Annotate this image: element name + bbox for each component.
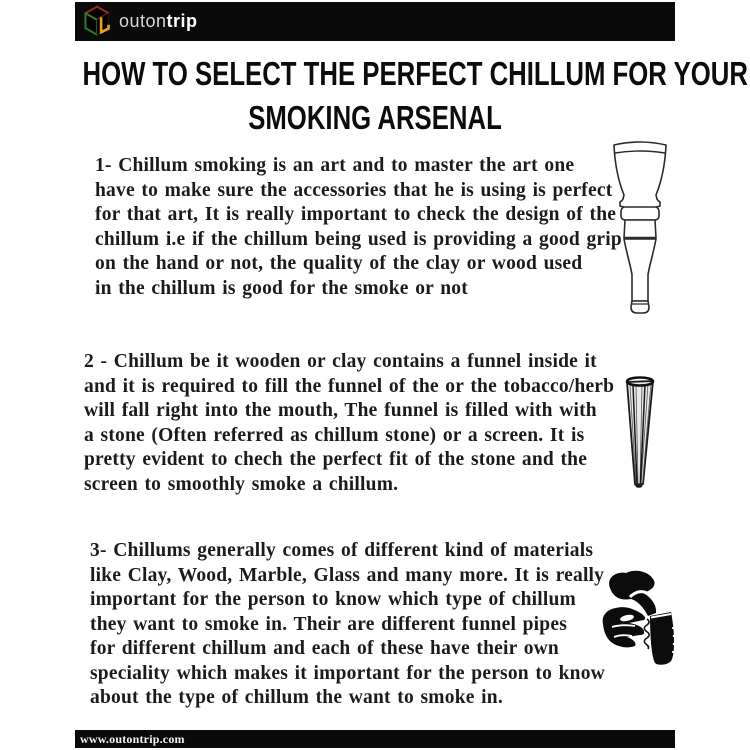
footer-website-text: www.outontrip.com [80,732,185,746]
text-line: pretty evident to chech the perfect fit of the stone and the [84,449,588,470]
chillum-stone-illustration [625,376,655,488]
text-line: speciality which makes it important for the person to know [90,662,605,684]
cube-logo-icon [83,5,111,38]
text-line: 3- Chillums generally comes of different kind of materials [90,540,594,561]
section-2-text [84,350,614,497]
page-title-line-1: HOW TO SELECT THE PERFECT CHILLUM FOR YOUR [82,55,748,92]
text-line: chillum i.e if the chillum being used is providing a good grip [95,228,622,250]
text-line: for different chillum and each of these have their own [90,638,559,659]
text-line: about the type of chillum the want to smoke in. [90,687,503,708]
brand-wordmark [119,11,198,32]
brand-regular: outon [119,11,167,31]
text-line: like Clay, Wood, Marble, Glass and many more. It is really [90,564,605,586]
text-line: on the hand or not, the quality of the clay or wood used [95,253,583,274]
text-line: and it is required to fill the funnel of the or the tobacco/herb [84,375,615,397]
text-line: 2 - Chillum be it wooden or clay contains a funnel inside it [84,351,597,372]
text-line: important for the person to know which type of chillum [90,589,576,610]
page-title [0,52,750,140]
text-line: in the chillum is good for the smoke or not [95,277,468,299]
hands-packing-chillum-illustration [602,570,702,668]
text-line: screen to smoothly smoke a chillum. [84,473,399,495]
chillum-outline-illustration [612,137,668,317]
text-line: a stone (Often referred as chillum stone) or a screen. It is [84,424,585,446]
text-line: 1- Chillum smoking is an art and to master the art one [95,155,575,176]
text-line: for that art, It is really important to check the design of the [95,204,617,225]
text-line: will fall right into the mouth, The funnel is filled with with [84,400,597,421]
footer-bar [75,730,675,748]
section-1-text [95,154,622,301]
brand-bold: trip [166,11,198,31]
text-line: have to make sure the accessories that he is using is perfect [95,179,613,201]
header-bar [75,2,675,41]
page-title-line-2: SMOKING ARSENAL [248,99,502,136]
text-line: they want to smoke in. Their are different funnel pipes [90,613,567,635]
section-3-text [90,539,605,711]
